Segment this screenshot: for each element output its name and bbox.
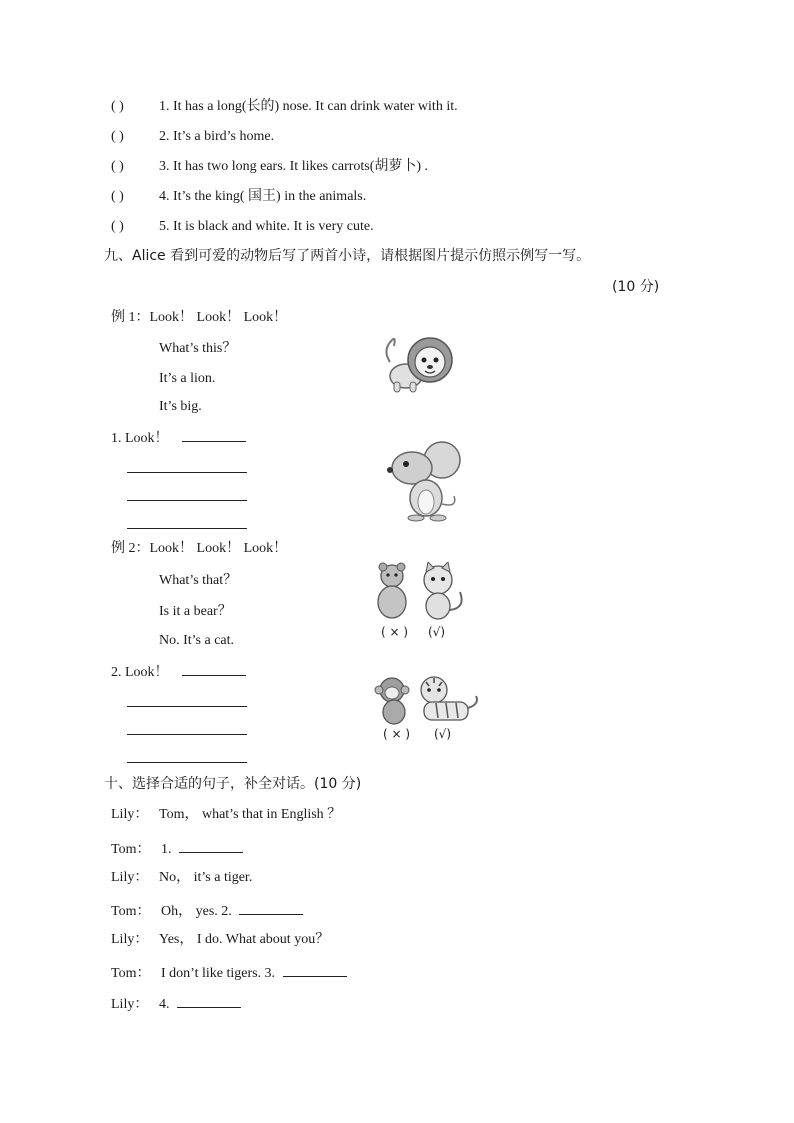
section-9-score: (10 分)	[612, 279, 660, 295]
dialogue-text: 1.	[161, 842, 172, 857]
dialogue-line	[111, 806, 341, 824]
dialogue-line	[111, 993, 241, 1014]
answer-paren[interactable]: ( )	[111, 189, 124, 204]
answer-paren[interactable]: ( )	[111, 159, 124, 174]
answer-line[interactable]	[127, 720, 247, 735]
matching-item	[111, 188, 366, 206]
dialogue-text: No， it’s a tiger.	[159, 870, 253, 885]
dialogue-text: Oh， yes. 2.	[161, 904, 232, 919]
dialogue-line	[111, 900, 303, 921]
dialogue-text: Tom， what’s that in English ？	[159, 807, 342, 822]
wrong-mark: ( × )	[381, 625, 409, 639]
question-1-label: 1. Look！	[111, 431, 169, 446]
speaker: Lily：	[111, 997, 149, 1012]
dialogue-text: 4.	[159, 997, 170, 1012]
question-2	[111, 661, 246, 682]
answer-paren[interactable]: ( )	[111, 99, 124, 114]
example-2-line: Is it a bear？	[159, 604, 232, 619]
speaker: Tom：	[111, 966, 151, 981]
answer-line[interactable]	[127, 458, 247, 473]
bear-and-cat-picture	[370, 562, 474, 622]
speaker: Tom：	[111, 904, 151, 919]
answer-blank[interactable]	[177, 993, 241, 1008]
dialogue-text: I don’t like tigers. 3.	[161, 966, 276, 981]
right-mark: (√)	[434, 727, 452, 741]
wrong-mark: ( × )	[383, 727, 411, 741]
answer-line[interactable]	[127, 514, 247, 529]
example-1-line: What’s this？	[159, 341, 237, 356]
answer-blank[interactable]	[179, 838, 243, 853]
dialogue-line	[111, 838, 243, 859]
section-9-heading: 九、Alice 看到可爱的动物后写了两首小诗，请根据图片提示仿照示例写一写。	[104, 248, 591, 264]
speaker: Tom：	[111, 842, 151, 857]
answer-paren[interactable]: ( )	[111, 219, 124, 234]
mouse-picture	[376, 438, 464, 522]
answer-line[interactable]	[127, 486, 247, 501]
section-10-heading: 十、选择合适的句子，补全对话。(10 分)	[104, 776, 362, 792]
matching-item	[111, 128, 274, 146]
item-text: 3. It has two long ears. It likes carrots(胡萝卜) .	[159, 159, 429, 174]
answer-blank[interactable]	[239, 900, 303, 915]
example-2-title: 例 2：Look！ Look！ Look！	[111, 541, 288, 556]
answer-blank[interactable]	[182, 661, 246, 676]
question-1	[111, 427, 246, 448]
lion-picture	[380, 332, 460, 396]
dialogue-text: Yes， I do. What about you？	[159, 932, 330, 947]
item-text: 5. It is black and white. It is very cute.	[159, 219, 374, 234]
answer-paren[interactable]: ( )	[111, 129, 124, 144]
item-text: 2. It’s a bird’s home.	[159, 129, 275, 144]
example-1-line: It’s big.	[159, 399, 202, 414]
dialogue-line	[111, 962, 347, 983]
question-2-label: 2. Look！	[111, 665, 169, 680]
dialogue-line	[111, 931, 329, 949]
matching-item	[111, 218, 374, 236]
matching-item	[111, 98, 458, 116]
matching-item	[111, 158, 428, 176]
example-2-line: No. It’s a cat.	[159, 633, 235, 648]
speaker: Lily：	[111, 932, 149, 947]
dialogue-line	[111, 869, 252, 887]
answer-blank[interactable]	[283, 962, 347, 977]
example-2-line: What’s that？	[159, 573, 238, 588]
right-mark: (√)	[428, 625, 446, 639]
example-1-title: 例 1：Look！ Look！ Look！	[111, 310, 288, 325]
item-text: 1. It has a long(长的) nose. It can drink water with it.	[159, 99, 458, 114]
answer-line[interactable]	[127, 692, 247, 707]
answer-blank[interactable]	[182, 427, 246, 442]
answer-line[interactable]	[127, 748, 247, 763]
monkey-and-tiger-picture	[374, 674, 482, 726]
speaker: Lily：	[111, 870, 149, 885]
item-text: 4. It’s the king( 国王) in the animals.	[159, 189, 367, 204]
example-1-line: It’s a lion.	[159, 371, 216, 386]
speaker: Lily：	[111, 807, 149, 822]
